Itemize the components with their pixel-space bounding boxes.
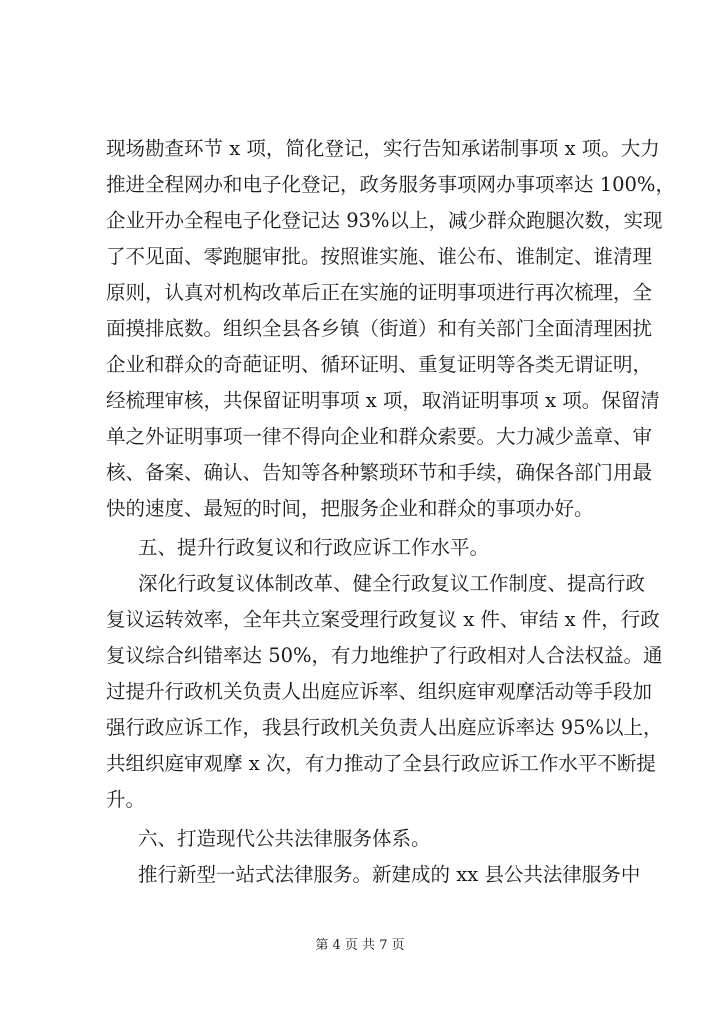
paragraph-line: 面摸排底数。组织全县各乡镇（街道）和有关部门全面清理困扰	[106, 317, 653, 340]
paragraph-line: 推进全程网办和电子化登记，政务服务事项网办事项率达 100%，	[106, 173, 675, 196]
page-number-footer: 第 4 页 共 7 页	[315, 938, 405, 953]
section-heading: 五、提升行政复议和行政应诉工作水平。	[138, 536, 490, 559]
paragraph-line: 复议运转效率，全年共立案受理行政复议 x 件、审结 x 件，行政	[106, 608, 660, 631]
paragraph-line: 原则，认真对机构改革后正在实施的证明事项进行再次梳理，全	[106, 281, 653, 304]
paragraph-line: 共组织庭审观摩 x 次，有力推动了全县行政应诉工作水平不断提	[106, 752, 656, 775]
paragraph-line: 经梳理审核，共保留证明事项 x 项，取消证明事项 x 项。保留清	[106, 389, 660, 412]
paragraph-line: 了不见面、零跑腿审批。按照谁实施、谁公布、谁制定、谁清理	[106, 245, 653, 268]
paragraph-line: 企业开办全程电子化登记达 93%以上，减少群众跑腿次数，实现	[106, 209, 663, 232]
paragraph-line: 复议综合纠错率达 50%，有力地维护了行政相对人合法权益。通	[106, 644, 663, 667]
paragraph-line: 强行政应诉工作，我县行政机关负责人出庭应诉率达 95%以上，	[106, 716, 663, 739]
paragraph-line: 推行新型一站式法律服务。新建成的 xx 县公共法律服务中	[138, 863, 641, 886]
paragraph-line: 单之外证明事项一律不得向企业和群众索要。大力减少盖章、审	[106, 425, 653, 448]
paragraph-line: 核、备案、确认、告知等各种繁琐环节和手续，确保各部门用最	[106, 461, 653, 484]
paragraph-line: 过提升行政机关负责人出庭应诉率、组织庭审观摩活动等手段加	[106, 680, 653, 703]
paragraph-line: 企业和群众的奇葩证明、循环证明、重复证明等各类无谓证明，	[106, 353, 653, 376]
paragraph-line: 升。	[106, 788, 146, 811]
paragraph-line: 现场勘查环节 x 项，简化登记，实行告知承诺制事项 x 项。大力	[106, 137, 660, 160]
paragraph-line: 快的速度、最短的时间，把服务企业和群众的事项办好。	[106, 497, 594, 520]
section-heading: 六、打造现代公共法律服务体系。	[138, 827, 431, 850]
paragraph-line: 深化行政复议体制改革、健全行政复议工作制度、提高行政	[138, 572, 646, 595]
